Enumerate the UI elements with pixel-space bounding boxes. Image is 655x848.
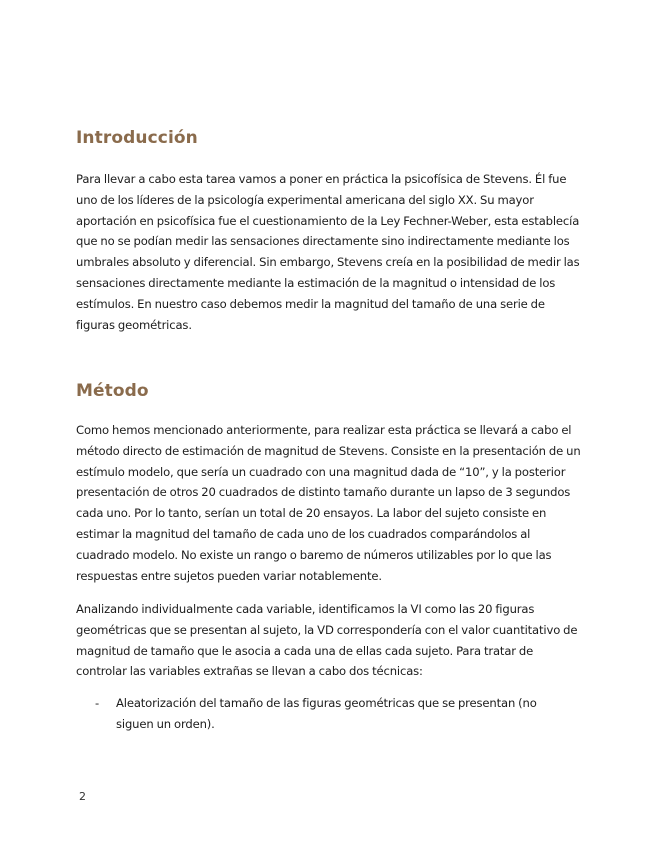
bullet-text: Aleatorización del tamaño de las figuras geométricas que se presentan (no siguen un orden). bbox=[116, 696, 537, 731]
method-paragraph-1: Como hemos mencionado anteriormente, para realizar esta práctica se llevará a cabo el método directo de estimación de magnitud de Stevens. Consiste en la presentación de un estímulo modelo, que sería un cuadrado con una magnitud dada de “10”, y la posterior presentación de otros 20 cuadrados de distinto tamaño durante un lapso de 3 segundos cada uno. Por lo tanto, serían un total de 20 ensayos. La labor del sujeto consiste en estimar la magnitud del tamaño de cada uno de los cuadrados comparándolos al cuadrado modelo. No existe un rango o baremo de números utilizables por lo que las respuestas entre sujetos pueden variar notablemente. bbox=[76, 423, 581, 583]
bullet-dash-icon: - bbox=[95, 696, 100, 710]
introduction-heading: Introducción bbox=[76, 128, 198, 148]
page-number: 2 bbox=[79, 790, 86, 803]
list-item bbox=[95, 693, 575, 735]
method-heading: Método bbox=[76, 381, 149, 401]
method-paragraph-2: Analizando individualmente cada variable, identificamos la VI como las 20 figuras geométricas que se presentan al sujeto, la VD correspondería con el valor cuantitativo de magnitud de tamaño que le asocia a cada una de ellas cada sujeto. Para tratar de controlar las variables extrañas se llevan a cabo dos técnicas: bbox=[76, 602, 578, 679]
introduction-paragraph: Para llevar a cabo esta tarea vamos a poner en práctica la psicofísica de Stevens. Él fue uno de los líderes de la psicología experimental americana del siglo XX. Su mayor aportación en psicofísica fue el cuestionamiento de la Ley Fechner-Weber, esta establecía que no se podían medir las sensaciones directamente sino indirectamente mediante los umbrales absoluto y diferencial. Sin embargo, Stevens creía en la posibilidad de medir las sensaciones directamente mediante la estimación de la magnitud o intensidad de los estímulos. En nuestro caso debemos medir la magnitud del tamaño de una serie de figuras geométricas. bbox=[76, 172, 580, 332]
